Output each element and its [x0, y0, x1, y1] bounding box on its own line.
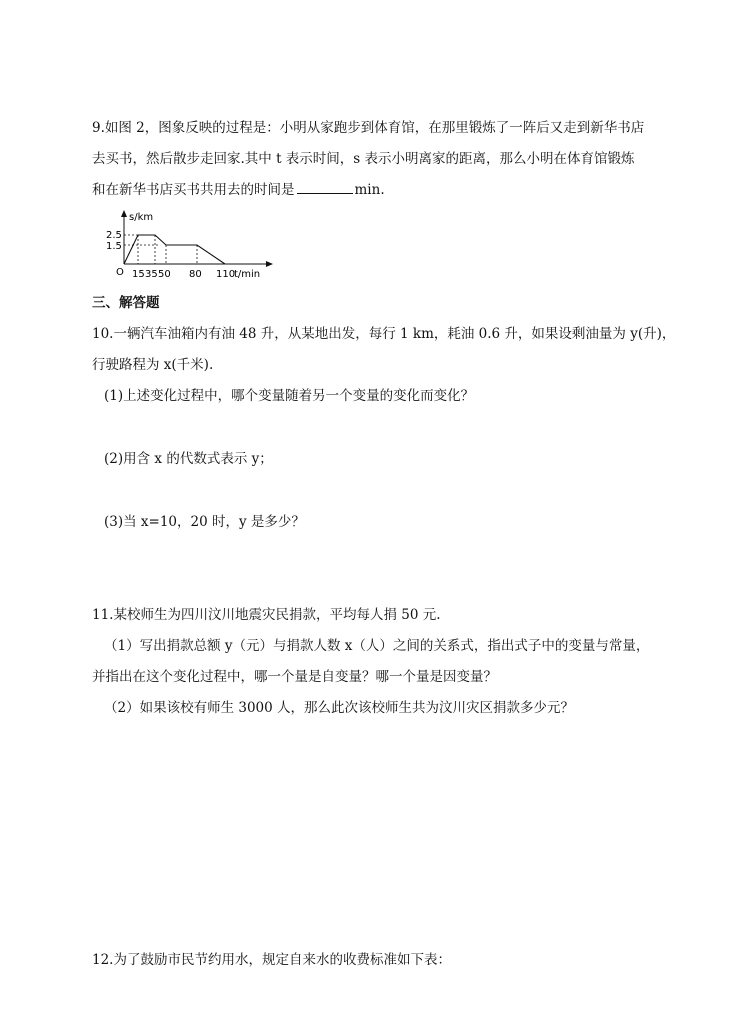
- q9-line2: 去买书，然后散步走回家.其中 t 表示时间，s 表示小明离家的距离，那么小明在体育馆锻炼: [92, 151, 635, 167]
- section-title: 三、解答题: [92, 295, 160, 311]
- q9-line3: [92, 178, 385, 198]
- y-axis-label: s/km: [129, 212, 154, 223]
- q10-part2: (2)用含 x 的代数式表示 y；: [104, 451, 273, 467]
- q10-part3: (3)当 x=10，20 时，y 是多少？: [104, 514, 305, 530]
- x-tick-110: 110: [216, 269, 236, 280]
- q11-line1: 11.某校师生为四川汶川地震灾民捐款，平均每人捐 50 元.: [92, 607, 441, 623]
- x-axis: [124, 261, 273, 267]
- q10-part1: (1)上述变化过程中，哪个变量随着另一个变量的变化而变化？: [104, 388, 475, 404]
- distance-time-line: [124, 235, 225, 264]
- origin-label: O: [116, 267, 124, 278]
- q11-part1b: 并指出在这个变化过程中，哪一个量是自变量？哪一个量是因变量？: [92, 669, 497, 685]
- x-tick-35: 35: [145, 269, 158, 280]
- q10-line2: 行驶路程为 x(千米).: [92, 357, 214, 373]
- x-axis-label: t/min: [234, 269, 261, 280]
- q9-line3-text: 和在新华书店买书共用去的时间是: [92, 182, 295, 198]
- x-tick-15: 15: [132, 269, 145, 280]
- q12-line1: 12.为了鼓励市民节约用水，规定自来水的收费标准如下表：: [92, 952, 451, 968]
- q10-line1: 10.一辆汽车油箱内有油 48 升，从某地出发，每行 1 km，耗油 0.6 升，如果设剩油量为 y(升)，: [92, 326, 676, 342]
- y-tick-2-5: 2.5: [106, 230, 122, 241]
- x-tick-50: 50: [158, 269, 171, 280]
- q9-line1: 9.如图 2，图象反映的过程是：小明从家跑步到体育馆，在那里锻炼了一阵后又走到新华书店: [92, 120, 645, 136]
- q11-part2: （2）如果该校有师生 3000 人，那么此次该校师生共为汶川灾区捐款多少元？: [104, 700, 575, 716]
- distance-time-graph: [100, 206, 280, 282]
- answer-blank: [297, 181, 353, 194]
- q9-unit: min.: [354, 182, 385, 198]
- y-tick-1-5: 1.5: [106, 241, 122, 252]
- x-tick-80: 80: [189, 269, 202, 280]
- q11-part1: （1）写出捐款总额 y（元）与捐款人数 x（人）之间的关系式，指出式子中的变量与常量，: [104, 638, 650, 654]
